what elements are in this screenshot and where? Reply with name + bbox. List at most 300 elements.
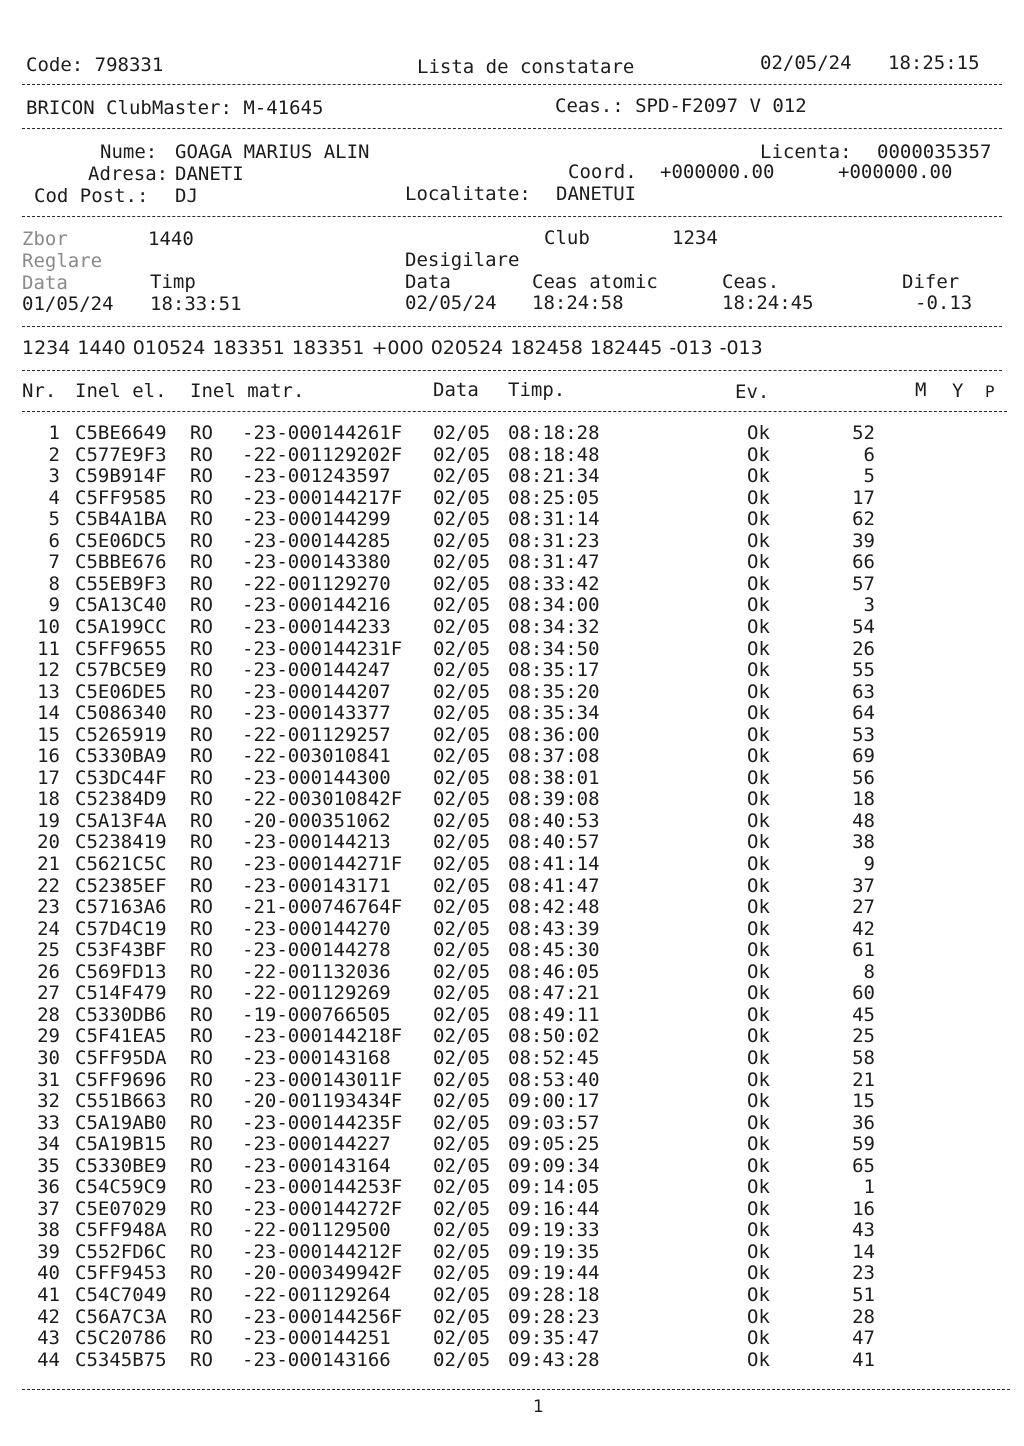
arrival-date: 02/05 xyxy=(433,508,491,531)
table-row xyxy=(0,919,1024,941)
ring-serial: -23-000144272F xyxy=(242,1197,403,1220)
race-number: 1440 xyxy=(148,228,194,250)
electronic-ring: C5345B75 xyxy=(75,1348,167,1371)
ring-country: RO xyxy=(190,917,213,940)
arrival-date: 02/05 xyxy=(433,853,491,875)
electronic-ring: C55EB9F3 xyxy=(75,572,167,595)
atomic-clock-label: Ceas atomic xyxy=(532,271,658,293)
table-row xyxy=(0,897,1024,919)
ring-serial: -23-000143011F xyxy=(242,1068,403,1091)
ring-country: RO xyxy=(190,788,213,811)
coord-lat: +000000.00 xyxy=(660,161,775,183)
ring-serial: -23-000143164 xyxy=(242,1154,391,1177)
arrival-date: 02/05 xyxy=(433,1348,491,1371)
arrival-date: 02/05 xyxy=(433,982,491,1005)
table-row xyxy=(0,725,1024,747)
table-row xyxy=(0,746,1024,768)
electronic-ring: C57D4C19 xyxy=(75,917,167,940)
setting-label: Reglare xyxy=(22,250,103,272)
club-label: Club xyxy=(544,227,590,249)
ring-serial: -23-000144270 xyxy=(242,917,391,940)
row-number: 22 xyxy=(37,874,60,897)
arrival-date: 02/05 xyxy=(433,788,491,811)
position-value: 21 xyxy=(852,1068,875,1091)
position-value: 61 xyxy=(852,939,875,962)
event-status: Ok xyxy=(747,465,770,488)
electronic-ring: C5C20786 xyxy=(75,1327,167,1350)
event-status: Ok xyxy=(747,1284,770,1306)
arrival-time: 08:53:40 xyxy=(508,1068,600,1091)
ring-serial: -23-000144218F xyxy=(242,1025,403,1048)
table-row xyxy=(0,876,1024,898)
position-value: 18 xyxy=(852,788,875,811)
arrival-date: 02/05 xyxy=(433,1240,491,1263)
row-number: 40 xyxy=(37,1262,60,1285)
row-number: 10 xyxy=(37,615,60,638)
ring-serial: -22-003010841 xyxy=(242,745,391,768)
electronic-ring: C5FF9655 xyxy=(75,637,167,660)
ring-country: RO xyxy=(190,1133,213,1156)
arrival-time: 08:35:34 xyxy=(508,702,600,725)
position-value: 45 xyxy=(852,1003,875,1026)
owner-name: GOAGA MARIUS ALIN xyxy=(175,141,370,163)
ring-country: RO xyxy=(190,766,213,789)
event-status: Ok xyxy=(747,422,770,444)
ring-serial: -22-001129264 xyxy=(242,1284,391,1306)
ring-country: RO xyxy=(190,1219,213,1242)
event-status: Ok xyxy=(747,982,770,1005)
table-row xyxy=(0,1285,1024,1307)
row-number: 8 xyxy=(48,572,60,595)
event-status: Ok xyxy=(747,594,770,617)
arrival-date: 02/05 xyxy=(433,723,491,746)
col-y-header: Y xyxy=(952,380,964,402)
ring-country: RO xyxy=(190,1068,213,1091)
position-value: 62 xyxy=(852,508,875,531)
arrival-date: 02/05 xyxy=(433,1327,491,1350)
electronic-ring: C5E06DC5 xyxy=(75,529,167,552)
licence-number: 0000035357 xyxy=(877,141,992,163)
ring-serial: -23-000144299 xyxy=(242,508,391,531)
table-row xyxy=(0,1005,1024,1027)
electronic-ring: C5BBE676 xyxy=(75,551,167,574)
event-status: Ok xyxy=(747,766,770,789)
arrival-time: 08:46:05 xyxy=(508,960,600,983)
event-status: Ok xyxy=(747,960,770,983)
ring-serial: -20-001193434F xyxy=(242,1090,403,1113)
electronic-ring: C52384D9 xyxy=(75,788,167,811)
table-row xyxy=(0,1156,1024,1178)
event-status: Ok xyxy=(747,1219,770,1242)
ring-serial: -23-000144300 xyxy=(242,766,391,789)
arrival-time: 09:14:05 xyxy=(508,1176,600,1199)
event-status: Ok xyxy=(747,486,770,509)
row-number: 33 xyxy=(37,1111,60,1134)
table-row xyxy=(0,768,1024,790)
clubmaster-id: BRICON ClubMaster: M-41645 xyxy=(26,97,324,119)
event-status: Ok xyxy=(747,1262,770,1285)
arrival-time: 09:05:25 xyxy=(508,1133,600,1156)
arrival-date: 02/05 xyxy=(433,745,491,768)
arrival-date: 02/05 xyxy=(433,529,491,552)
ring-country: RO xyxy=(190,831,213,854)
event-status: Ok xyxy=(747,1154,770,1177)
arrival-date: 02/05 xyxy=(433,551,491,574)
ring-country: RO xyxy=(190,486,213,509)
arrival-time: 08:43:39 xyxy=(508,917,600,940)
ring-serial: -23-000143377 xyxy=(242,702,391,725)
arrival-date: 02/05 xyxy=(433,960,491,983)
arrival-time: 09:19:44 xyxy=(508,1262,600,1285)
electronic-ring: C5FF9696 xyxy=(75,1068,167,1091)
col-data-header: Data xyxy=(433,379,479,401)
ring-country: RO xyxy=(190,1046,213,1069)
event-status: Ok xyxy=(747,637,770,660)
ring-country: RO xyxy=(190,594,213,617)
ring-country: RO xyxy=(190,680,213,703)
club-number: 1234 xyxy=(672,227,718,249)
ring-country: RO xyxy=(190,1262,213,1285)
electronic-ring: C5330DB6 xyxy=(75,1003,167,1026)
electronic-ring: C57BC5E9 xyxy=(75,659,167,682)
unseal-date-label: Data xyxy=(405,271,451,293)
ring-country: RO xyxy=(190,896,213,919)
row-number: 21 xyxy=(37,853,60,875)
atomic-time: 18:24:58 xyxy=(532,292,624,314)
table-row xyxy=(0,1113,1024,1135)
event-status: Ok xyxy=(747,702,770,725)
ring-country: RO xyxy=(190,422,213,444)
event-status: Ok xyxy=(747,723,770,746)
electronic-ring: C5A13C40 xyxy=(75,594,167,617)
arrival-date: 02/05 xyxy=(433,637,491,660)
set-time: 18:33:51 xyxy=(150,293,242,315)
unseal-date: 02/05/24 xyxy=(405,292,497,314)
electronic-ring: C5FF9453 xyxy=(75,1262,167,1285)
arrival-time: 09:19:33 xyxy=(508,1219,600,1242)
position-value: 41 xyxy=(852,1348,875,1371)
arrival-date: 02/05 xyxy=(433,874,491,897)
name-label: Nume: xyxy=(100,141,158,163)
ring-country: RO xyxy=(190,723,213,746)
table-row xyxy=(0,531,1024,553)
event-status: Ok xyxy=(747,615,770,638)
arrival-date: 02/05 xyxy=(433,680,491,703)
electronic-ring: C54C59C9 xyxy=(75,1176,167,1199)
electronic-ring: C5BE6649 xyxy=(75,422,167,444)
ring-serial: -23-000144271F xyxy=(242,853,403,875)
arrival-date: 02/05 xyxy=(433,594,491,617)
table-row xyxy=(0,488,1024,510)
arrival-time: 08:36:00 xyxy=(508,723,600,746)
clock-id: Ceas.: SPD-F2097 V 012 xyxy=(555,95,807,117)
ring-country: RO xyxy=(190,1327,213,1350)
row-number: 35 xyxy=(37,1154,60,1177)
event-status: Ok xyxy=(747,874,770,897)
ring-country: RO xyxy=(190,939,213,962)
ring-serial: -23-000144213 xyxy=(242,831,391,854)
event-status: Ok xyxy=(747,1068,770,1091)
arrival-time: 08:33:42 xyxy=(508,572,600,595)
electronic-ring: C5A19B15 xyxy=(75,1133,167,1156)
electronic-ring: C551B663 xyxy=(75,1090,167,1113)
arrival-time: 08:49:11 xyxy=(508,1003,600,1026)
position-value: 38 xyxy=(852,831,875,854)
arrival-date: 02/05 xyxy=(433,1197,491,1220)
table-row xyxy=(0,1263,1024,1285)
electronic-ring: C5E07029 xyxy=(75,1197,167,1220)
event-status: Ok xyxy=(747,680,770,703)
arrival-date: 02/05 xyxy=(433,896,491,919)
arrival-time: 08:47:21 xyxy=(508,982,600,1005)
difference-label: Difer xyxy=(902,271,960,293)
event-status: Ok xyxy=(747,1133,770,1156)
row-number: 6 xyxy=(48,529,60,552)
arrival-date: 02/05 xyxy=(433,572,491,595)
position-value: 36 xyxy=(852,1111,875,1134)
row-number: 32 xyxy=(37,1090,60,1113)
event-status: Ok xyxy=(747,1327,770,1350)
arrival-time: 09:28:23 xyxy=(508,1305,600,1328)
table-row xyxy=(0,983,1024,1005)
position-value: 47 xyxy=(852,1327,875,1350)
position-value: 66 xyxy=(852,551,875,574)
table-row xyxy=(0,574,1024,596)
document-code: Code: 798331 xyxy=(26,54,164,76)
code-line: 1234 1440 010524 183351 183351 +000 020524 182458 182445 -013 -013 xyxy=(22,337,763,359)
race-label: Zbor xyxy=(22,228,68,250)
position-value: 52 xyxy=(852,422,875,444)
clock-time: 18:24:45 xyxy=(722,292,814,314)
electronic-ring: C53F43BF xyxy=(75,939,167,962)
ring-serial: -23-000144207 xyxy=(242,680,391,703)
row-number: 34 xyxy=(37,1133,60,1156)
divider xyxy=(22,84,1002,85)
ring-serial: -23-000144278 xyxy=(242,939,391,962)
arrival-time: 08:50:02 xyxy=(508,1025,600,1048)
table-row xyxy=(0,1328,1024,1350)
event-status: Ok xyxy=(747,443,770,466)
col-ev-header: Ev. xyxy=(735,381,770,403)
position-value: 42 xyxy=(852,917,875,940)
table-row xyxy=(0,466,1024,488)
ring-serial: -23-000144247 xyxy=(242,659,391,682)
arrival-date: 02/05 xyxy=(433,422,491,444)
event-status: Ok xyxy=(747,508,770,531)
ring-country: RO xyxy=(190,1111,213,1134)
row-number: 41 xyxy=(37,1284,60,1306)
table-row xyxy=(0,811,1024,833)
ring-country: RO xyxy=(190,1154,213,1177)
row-number: 25 xyxy=(37,939,60,962)
arrival-date: 02/05 xyxy=(433,1003,491,1026)
position-value: 25 xyxy=(852,1025,875,1048)
position-value: 23 xyxy=(852,1262,875,1285)
event-status: Ok xyxy=(747,853,770,875)
position-value: 65 xyxy=(852,1154,875,1177)
arrival-time: 08:31:47 xyxy=(508,551,600,574)
electronic-ring: C5B4A1BA xyxy=(75,508,167,531)
arrival-date: 02/05 xyxy=(433,1219,491,1242)
position-value: 9 xyxy=(863,853,875,875)
arrival-time: 08:37:08 xyxy=(508,745,600,768)
divider xyxy=(22,216,1002,217)
arrival-date: 02/05 xyxy=(433,1025,491,1048)
ring-country: RO xyxy=(190,508,213,531)
row-number: 24 xyxy=(37,917,60,940)
electronic-ring: C5F41EA5 xyxy=(75,1025,167,1048)
arrival-time: 08:38:01 xyxy=(508,766,600,789)
arrival-time: 09:09:34 xyxy=(508,1154,600,1177)
table-row xyxy=(0,854,1024,876)
arrival-time: 09:43:28 xyxy=(508,1348,600,1371)
row-number: 42 xyxy=(37,1305,60,1328)
arrival-time: 09:00:17 xyxy=(508,1090,600,1113)
position-value: 16 xyxy=(852,1197,875,1220)
row-number: 20 xyxy=(37,831,60,854)
table-row xyxy=(0,423,1024,445)
ring-serial: -20-000349942F xyxy=(242,1262,403,1285)
electronic-ring: C5FF95DA xyxy=(75,1046,167,1069)
electronic-ring: C5E06DE5 xyxy=(75,680,167,703)
table-row xyxy=(0,789,1024,811)
event-status: Ok xyxy=(747,659,770,682)
arrival-date: 02/05 xyxy=(433,1090,491,1113)
event-status: Ok xyxy=(747,1090,770,1113)
table-row xyxy=(0,552,1024,574)
ring-country: RO xyxy=(190,960,213,983)
electronic-ring: C5330BE9 xyxy=(75,1154,167,1177)
arrival-time: 08:34:00 xyxy=(508,594,600,617)
row-number: 12 xyxy=(37,659,60,682)
arrival-date: 02/05 xyxy=(433,1111,491,1134)
arrival-time: 09:28:18 xyxy=(508,1284,600,1306)
arrival-date: 02/05 xyxy=(433,1133,491,1156)
table-row xyxy=(0,1307,1024,1329)
ring-serial: -20-000351062 xyxy=(242,809,391,832)
arrival-date: 02/05 xyxy=(433,1284,491,1306)
ring-serial: -21-000746764F xyxy=(242,896,403,919)
table-row xyxy=(0,660,1024,682)
arrival-date: 02/05 xyxy=(433,1068,491,1091)
clock-difference: -0.13 xyxy=(915,292,973,314)
electronic-ring: C52385EF xyxy=(75,874,167,897)
arrival-time: 08:52:45 xyxy=(508,1046,600,1069)
arrival-date: 02/05 xyxy=(433,1262,491,1285)
row-number: 37 xyxy=(37,1197,60,1220)
arrival-time: 09:03:57 xyxy=(508,1111,600,1134)
position-value: 6 xyxy=(863,443,875,466)
row-number: 39 xyxy=(37,1240,60,1263)
row-number: 36 xyxy=(37,1176,60,1199)
row-number: 13 xyxy=(37,680,60,703)
arrival-time: 08:42:48 xyxy=(508,896,600,919)
row-number: 31 xyxy=(37,1068,60,1091)
event-status: Ok xyxy=(747,809,770,832)
unseal-label: Desigilare xyxy=(405,249,520,271)
row-number: 18 xyxy=(37,788,60,811)
divider xyxy=(22,411,1007,412)
position-value: 48 xyxy=(852,809,875,832)
col-m-header: M xyxy=(915,379,927,401)
table-row xyxy=(0,1048,1024,1070)
ring-serial: -23-000144285 xyxy=(242,529,391,552)
row-number: 2 xyxy=(48,443,60,466)
event-status: Ok xyxy=(747,1025,770,1048)
col-inel-el-header: Inel el. xyxy=(75,380,167,402)
print-time: 18:25:15 xyxy=(888,52,980,74)
ring-country: RO xyxy=(190,1284,213,1306)
ring-country: RO xyxy=(190,465,213,488)
event-status: Ok xyxy=(747,1240,770,1263)
electronic-ring: C57163A6 xyxy=(75,896,167,919)
position-value: 27 xyxy=(852,896,875,919)
arrival-date: 02/05 xyxy=(433,443,491,466)
row-number: 38 xyxy=(37,1219,60,1242)
ring-serial: -23-000144231F xyxy=(242,637,403,660)
arrival-time: 08:34:32 xyxy=(508,615,600,638)
ring-serial: -22-001129269 xyxy=(242,982,391,1005)
position-value: 58 xyxy=(852,1046,875,1069)
ring-serial: -22-003010842F xyxy=(242,788,403,811)
arrival-time: 09:16:44 xyxy=(508,1197,600,1220)
document-title: Lista de constatare xyxy=(417,56,635,78)
table-row xyxy=(0,1242,1024,1264)
position-value: 54 xyxy=(852,615,875,638)
row-number: 27 xyxy=(37,982,60,1005)
arrival-date: 02/05 xyxy=(433,1176,491,1199)
licence-label: Licenta: xyxy=(760,141,852,163)
position-value: 5 xyxy=(863,465,875,488)
electronic-ring: C5621C5C xyxy=(75,853,167,875)
position-value: 51 xyxy=(852,1284,875,1306)
arrival-date: 02/05 xyxy=(433,702,491,725)
electronic-ring: C577E9F3 xyxy=(75,443,167,466)
arrival-date: 02/05 xyxy=(433,1046,491,1069)
ring-serial: -23-000144256F xyxy=(242,1305,403,1328)
ring-serial: -22-001129500 xyxy=(242,1219,391,1242)
owner-address: DANETI xyxy=(175,163,244,185)
table-row xyxy=(0,1091,1024,1113)
divider xyxy=(22,370,1002,371)
page-number: 1 xyxy=(533,1397,544,1417)
position-value: 56 xyxy=(852,766,875,789)
row-number: 30 xyxy=(37,1046,60,1069)
arrival-time: 08:34:50 xyxy=(508,637,600,660)
ring-serial: -22-001129202F xyxy=(242,443,403,466)
arrival-time: 08:25:05 xyxy=(508,486,600,509)
table-row xyxy=(0,1134,1024,1156)
table-row xyxy=(0,1026,1024,1048)
position-value: 60 xyxy=(852,982,875,1005)
row-number: 15 xyxy=(37,723,60,746)
position-value: 28 xyxy=(852,1305,875,1328)
position-value: 39 xyxy=(852,529,875,552)
electronic-ring: C5238419 xyxy=(75,831,167,854)
divider xyxy=(22,128,1002,129)
postal-code: DJ xyxy=(175,185,198,207)
table-row xyxy=(0,1350,1024,1372)
ring-serial: -23-000143380 xyxy=(242,551,391,574)
table-row xyxy=(0,595,1024,617)
col-p-header: P xyxy=(985,382,995,401)
event-status: Ok xyxy=(747,917,770,940)
arrival-time: 08:40:53 xyxy=(508,809,600,832)
ring-serial: -23-000144251 xyxy=(242,1327,391,1350)
position-value: 17 xyxy=(852,486,875,509)
event-status: Ok xyxy=(747,529,770,552)
position-value: 37 xyxy=(852,874,875,897)
